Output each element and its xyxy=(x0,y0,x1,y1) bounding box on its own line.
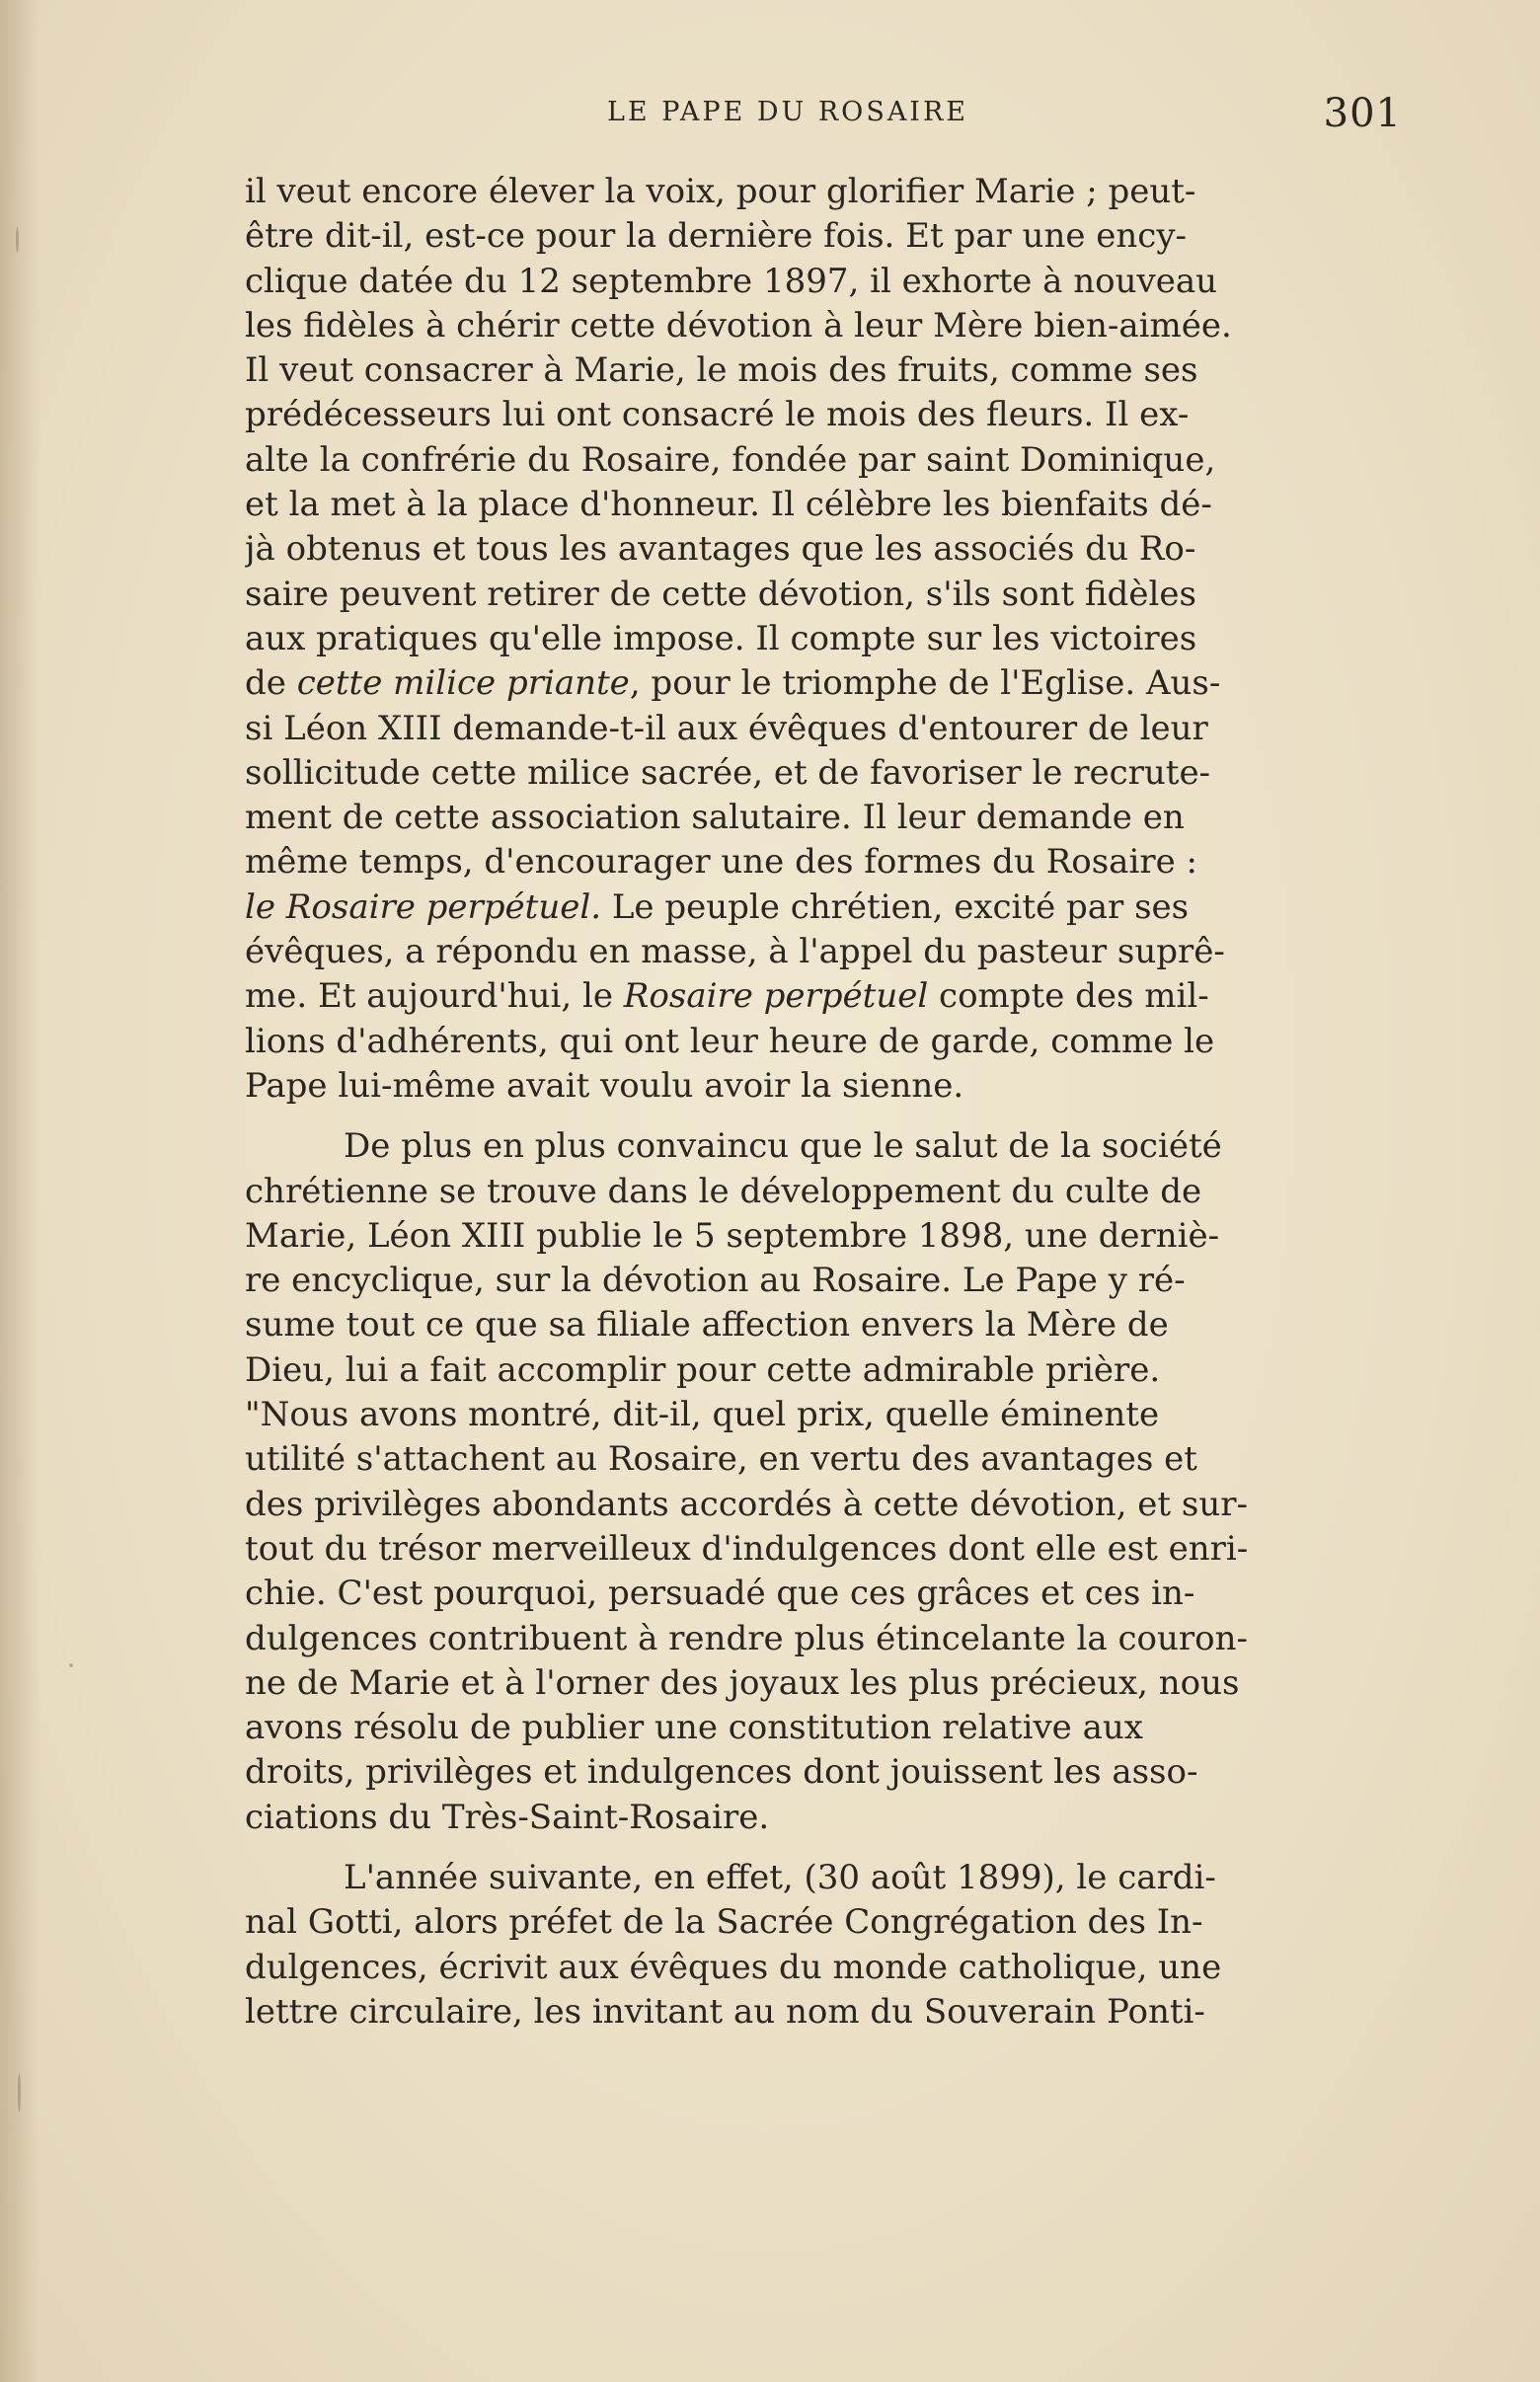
text-line xyxy=(245,1990,1402,2035)
text-line xyxy=(245,1661,1402,1706)
text-line xyxy=(245,617,1402,661)
paragraph xyxy=(245,1124,1402,1840)
text-line xyxy=(245,1706,1402,1750)
italic-run: Rosaire perpétuel xyxy=(623,976,929,1017)
page-number: 301 xyxy=(1323,91,1402,136)
text-line xyxy=(245,1259,1402,1303)
text-run: Il veut consacrer à Marie, le mois des fruits, comme ses xyxy=(245,350,1198,391)
text-line xyxy=(245,1393,1402,1437)
text-run: lions d'adhérents, qui ont leur heure de garde, comme le xyxy=(245,1021,1215,1061)
text-line xyxy=(245,840,1402,884)
text-run: de xyxy=(245,663,297,704)
text-run: sollicitude cette milice sacrée, et de favoriser le recrute- xyxy=(245,752,1211,793)
text-run: re encyclique, sur la dévotion au Rosaire. Le Pape y ré- xyxy=(245,1261,1186,1301)
text-line xyxy=(245,348,1402,393)
text-run: les fidèles à chérir cette dévotion à leur Mère bien-aimée. xyxy=(245,305,1232,346)
text-run: évêques, a répondu en masse, à l'appel du pasteur suprê- xyxy=(245,932,1225,972)
text-run: être dit-il, est-ce pour la dernière fois. Et par une ency- xyxy=(245,216,1188,257)
page-speck xyxy=(18,2073,21,2113)
text-line xyxy=(245,1483,1402,1527)
italic-run: cette milice priante xyxy=(296,663,630,704)
text-line xyxy=(245,796,1402,840)
text-line xyxy=(245,1750,1402,1795)
text-line xyxy=(245,1572,1402,1616)
text-run: Pape lui-même avait voulu avoir la sienne. xyxy=(245,1065,964,1106)
text-run: jà obtenus et tous les avantages que les associés du Ro- xyxy=(245,529,1196,570)
text-run: et la met à la place d'honneur. Il célèbre les bienfaits dé- xyxy=(245,485,1212,525)
text-run: utilité s'attachent au Rosaire, en vertu des avantages et xyxy=(245,1439,1197,1480)
text-run: Le peuple chrétien, excité par ses xyxy=(601,886,1190,927)
text-run: lettre circulaire, les invitant au nom du Souverain Ponti- xyxy=(245,1991,1205,2032)
text-line xyxy=(245,1856,1402,1900)
text-run: il veut encore élever la voix, pour glorifier Marie ; peut- xyxy=(245,172,1196,211)
text-line xyxy=(245,438,1402,483)
text-line xyxy=(245,1900,1402,1945)
text-line xyxy=(245,1527,1402,1572)
text-line xyxy=(245,1124,1402,1169)
text-run: Dieu, lui a fait accomplir pour cette admirable prière. xyxy=(245,1349,1161,1390)
text-run: prédécesseurs lui ont consacré le mois des fleurs. Il ex- xyxy=(245,395,1190,435)
text-run: nal Gotti, alors préfet de la Sacrée Congrégation des In- xyxy=(245,1902,1203,1943)
text-line xyxy=(245,1437,1402,1482)
text-run: des privilèges abondants accordés à cette dévotion, et sur- xyxy=(245,1484,1248,1524)
text-run: Marie, Léon XIII publie le 5 septembre 1898, une derniè- xyxy=(245,1215,1220,1256)
text-run: compte des mil- xyxy=(928,976,1209,1017)
text-line xyxy=(245,974,1402,1019)
text-line xyxy=(245,483,1402,527)
text-run: tout du trésor merveilleux d'indulgences dont elle est enri- xyxy=(245,1528,1249,1569)
text-run: "Nous avons montré, dit-il, quel prix, quelle éminente xyxy=(245,1395,1160,1435)
text-line xyxy=(245,1303,1402,1347)
text-run: droits, privilèges et indulgences dont jouissent les asso- xyxy=(245,1752,1198,1793)
page-header xyxy=(247,91,1402,140)
text-run: même temps, d'encourager une des formes du Rosaire : xyxy=(245,842,1197,883)
text-run: dulgences contribuent à rendre plus étincelante la couron- xyxy=(245,1618,1248,1658)
text-run: De plus en plus convaincu que le salut de la société xyxy=(344,1126,1222,1167)
text-line xyxy=(245,1617,1402,1661)
body-text xyxy=(245,170,1402,2035)
text-run: aux pratiques qu'elle impose. Il compte sur les victoires xyxy=(245,618,1197,658)
text-run: alte la confrérie du Rosaire, fondée par saint Dominique, xyxy=(245,439,1216,480)
text-run: dulgences, écrivit aux évêques du monde catholique, une xyxy=(245,1947,1222,1987)
paragraph xyxy=(245,170,1402,1109)
text-line xyxy=(245,527,1402,572)
text-line xyxy=(245,885,1402,930)
text-line xyxy=(245,751,1402,796)
running-head: LE PAPE DU ROSAIRE xyxy=(607,97,969,127)
text-run: sume tout ce que sa filiale affection envers la Mère de xyxy=(245,1305,1169,1345)
text-line xyxy=(245,1946,1402,1990)
text-line xyxy=(245,170,1402,214)
text-line xyxy=(245,1214,1402,1259)
text-run: , pour le triomphe de l'Eglise. Aus- xyxy=(629,663,1221,704)
text-line xyxy=(245,661,1402,706)
text-run: L'année suivante, en effet, (30 août 1899), le cardi- xyxy=(344,1857,1216,1897)
text-run: chrétienne se trouve dans le développement du culte de xyxy=(245,1171,1202,1211)
page-speck xyxy=(69,1663,73,1667)
italic-run: le Rosaire perpétuel. xyxy=(245,886,602,927)
text-run: si Léon XIII demande-t-il aux évêques d'entourer de leur xyxy=(245,708,1208,748)
paragraph xyxy=(245,1856,1402,2035)
text-line xyxy=(245,393,1402,437)
text-line xyxy=(245,1020,1402,1064)
text-line xyxy=(245,260,1402,304)
text-run: saire peuvent retirer de cette dévotion, s'ils sont fidèles xyxy=(245,574,1196,614)
text-run: ment de cette association salutaire. Il leur demande en xyxy=(245,798,1185,838)
text-run: ciations du Très-Saint-Rosaire. xyxy=(245,1797,770,1837)
text-run: me. Et aujourd'hui, le xyxy=(245,976,624,1017)
text-line xyxy=(245,1064,1402,1109)
text-line xyxy=(245,573,1402,617)
text-line xyxy=(245,1796,1402,1840)
text-line xyxy=(245,707,1402,751)
gutter-shadow xyxy=(0,0,39,2382)
text-run: chie. C'est pourquoi, persuadé que ces grâces et ces in- xyxy=(245,1574,1195,1614)
text-line xyxy=(245,930,1402,974)
text-line xyxy=(245,214,1402,259)
text-run: avons résolu de publier une constitution relative aux xyxy=(245,1708,1143,1748)
text-run: clique datée du 12 septembre 1897, il exhorte à nouveau xyxy=(245,261,1218,301)
text-run: ne de Marie et à l'orner des joyaux les plus précieux, nous xyxy=(245,1662,1240,1703)
page-speck xyxy=(16,227,19,253)
text-line xyxy=(245,304,1402,348)
text-line xyxy=(245,1348,1402,1393)
text-line xyxy=(245,1170,1402,1214)
